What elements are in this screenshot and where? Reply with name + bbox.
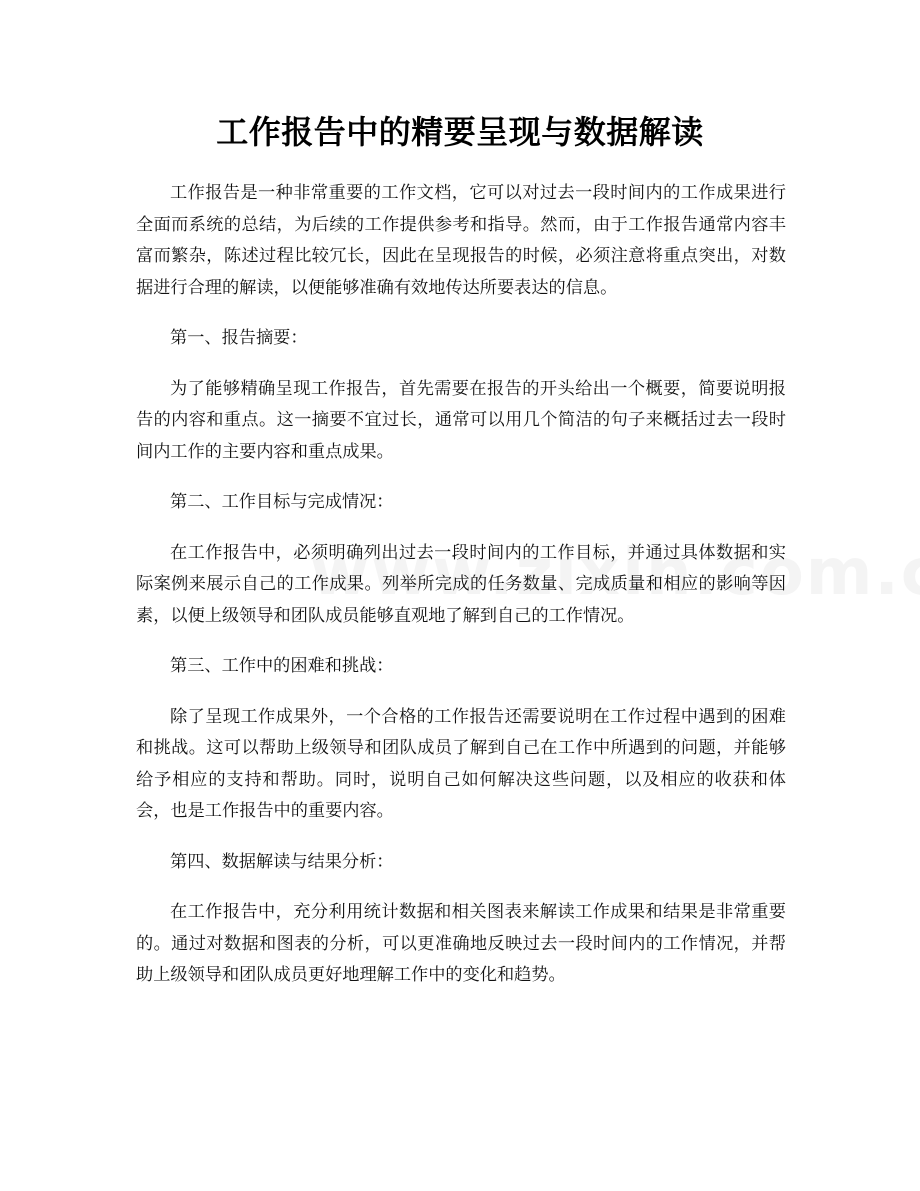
challenges-paragraph: 除了呈现工作成果外，一个合格的工作报告还需要说明在工作过程中遇到的困难和挑战。这可以帮助上级领导和团队成员了解到自己在工作中所遇到的问题，并能够给予相应的支持和帮助。同时，说明自己如何解决这些问题，以及相应的收获和体会，也是工作报告中的重要内容。 [136,706,786,821]
section-heading-challenges: 第三、工作中的困难和挑战： [170,656,394,676]
section-heading-goals: 第二、工作目标与完成情况： [170,492,394,512]
summary-paragraph: 为了能够精确呈现工作报告，首先需要在报告的开头给出一个概要，简要说明报告的内容和重点。这一摘要不宜过长，通常可以用几个简洁的句子来概括过去一段时间内工作的主要内容和重点成果。 [136,378,786,462]
intro-paragraph: 工作报告是一种非常重要的工作文档，它可以对过去一段时间内的工作成果进行全面而系统的总结，为后续的工作提供参考和指导。然而，由于工作报告通常内容丰富而繁杂，陈述过程比较冗长，因此在呈现报告的时候，必须注意将重点突出，对数据进行合理的解读，以便能够准确有效地传达所要表达的信息。 [136,183,786,298]
document-body [136,178,786,1011]
section-heading-data-analysis: 第四、数据解读与结果分析： [170,851,394,872]
data-analysis-paragraph: 在工作报告中，充分利用统计数据和相关图表来解读工作成果和结果是非常重要的。通过对数据和图表的分析，可以更准确地反映过去一段时间内的工作情况，并帮助上级领导和团队成员更好地理解工作中的变化和趋势。 [136,902,786,985]
goals-paragraph: 在工作报告中，必须明确列出过去一段时间内的工作目标，并通过具体数据和实际案例来展示自己的工作成果。列举所完成的任务数量、完成质量和相应的影响等因素，以便上级领导和团队成员能够直观地了解到自己的工作情况。 [136,542,786,626]
section-heading-summary: 第一、报告摘要： [170,328,308,348]
page-title: 工作报告中的精要呈现与数据解读 [216,113,704,151]
